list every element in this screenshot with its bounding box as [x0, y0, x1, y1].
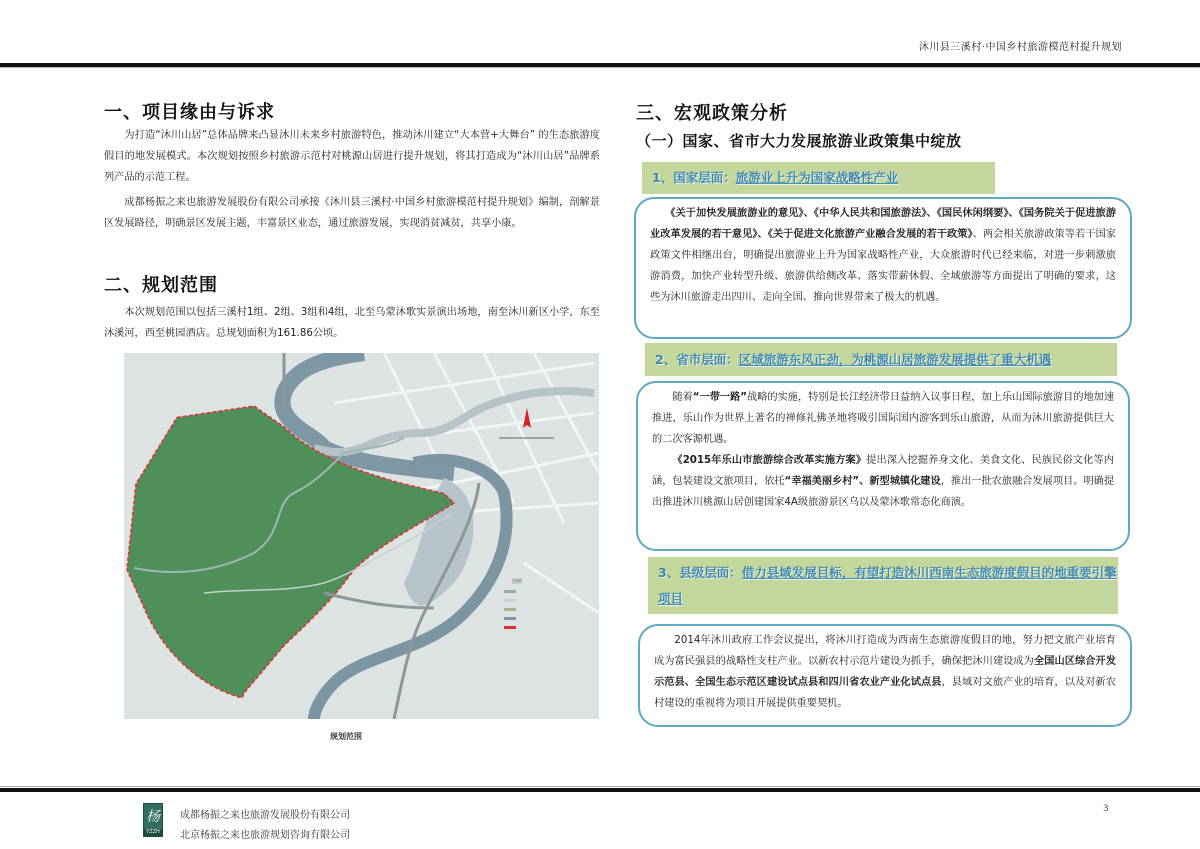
document-header-title: 沐川县三溪村·中国乡村旅游模范村提升规划 — [918, 42, 1122, 53]
national-policy-box — [634, 197, 1132, 339]
belt-road-highlight: “一带一路” — [692, 392, 747, 403]
footer-divider-shadow — [0, 786, 1200, 787]
county-level-prefix: 3、县级层面： — [658, 565, 742, 580]
section-2-heading: 二、规划范围 — [104, 275, 218, 296]
text-span: 战略的实施，特别是长江经济带日益纳入议事日程，加上乐山国际旅游目的地加速推进，乐山作为世界上著名的禅修礼佛圣地将吸引国际国内游客到乐山旅游，从而为沐川旅游提供巨大的二次客源机遇。 — [652, 392, 1115, 445]
footer-company-2: 北京杨振之来也旅游规划咨询有限公司 — [180, 830, 350, 841]
section-1-heading: 一、项目缘由与诉求 — [104, 102, 275, 123]
footer-company-1: 成都杨振之来也旅游发展股份有限公司 — [180, 810, 350, 821]
national-level-banner — [642, 162, 995, 194]
provincial-paragraph-2 — [652, 450, 1114, 513]
leshan-plan-title: 《2015年乐山市旅游综合改革实施方案》 — [672, 455, 867, 466]
section-1-paragraph-1: 为打造“沐川山居”总体品牌来凸显沐川未来乡村旅游特色，推动沐川建立“大本营+大舞台” 的生态旅游度假目的地发展模式。本次规划按照乡村旅游示范村对桃源山居进行提升规划，将其打造成为“沐川山居”品牌系列产品的示范工程。 — [104, 130, 600, 183]
section-3-subheading: （一）国家、省市大力发展旅游业政策集中绽放 — [636, 132, 962, 150]
text-span: ，县域对文旅产业的培育，以及对新农村建设的重视将为项目开展提供重要契机。 — [654, 677, 1116, 709]
text-span: ，推出一批农旅融合发展项目。明确提出推进沐川桃源山居创建国家4A级旅游景区乌以及蒙沐歌常态化商演。 — [652, 476, 1115, 508]
provincial-level-title: 区域旅游东风正劲，为桃源山居旅游发展提供了重大机遇 — [738, 352, 1052, 367]
text-span: 随着 — [672, 392, 693, 403]
section-1-paragraph-2: 成都杨振之来也旅游发展股份有限公司承接《沐川县三溪村·中国乡村旅游模范村提升规划》编制，剖解景区发展路径，明确景区发展主题，丰富景区业态，通过旅游发展，实现消贫减贫，共享小康。 — [104, 197, 600, 229]
provincial-policy-box — [636, 381, 1130, 551]
footer-divider — [0, 788, 1200, 792]
county-policy-box — [638, 624, 1132, 727]
section-3-heading: 三、宏观政策分析 — [636, 103, 788, 124]
map-caption: 规划范围 — [330, 732, 362, 741]
national-policy-documents: 《关于加快发展旅游业的意见》、《中华人民共和国旅游法》、《国民休闲纲要》、《国务院关于促进旅游业改革发展的若干意见》、《关于促进文化旅游产业融合发展的若干政策》 — [650, 208, 1116, 240]
national-policy-text: 、两会相关旅游政策等若干国家政策文件相继出台，明确提出旅游业上升为国家战略性产业，大众旅游时代已经来临，对进一步刺激旅游消费，加快产业转型升级、旅游供给侧改革、落实带薪休假、全域旅游等方面提出了明确的要求，这些为沐川旅游走出四川、走向全国、推向世界带来了极大的机遇。 — [650, 229, 1116, 303]
county-level-banner — [648, 557, 1118, 614]
county-highlight: 全国山区综合开发示范县、全国生态示范区建设试点县和四川省农业产业化试点县 — [654, 656, 1117, 688]
planning-scope-map — [124, 353, 599, 719]
header-divider-shadow — [0, 67, 1200, 68]
provincial-level-prefix: 2、省市层面： — [655, 352, 739, 367]
provincial-level-banner — [645, 343, 1117, 376]
svg-text:图例: 图例 — [512, 579, 523, 585]
page-number: 3 — [1103, 804, 1109, 814]
section-2-paragraph: 本次规划范围以包括三溪村1组、2组、3组和4组，北至乌蒙沐歌实景演出场地，南至沐川新区小学，东至沐溪河，西至桃园酒店。总规划面积为161.86公顷。 — [104, 307, 600, 339]
national-level-title: 旅游业上升为国家战略性产业 — [735, 170, 899, 185]
company-logo-icon — [143, 803, 163, 837]
logo-glyph: 杨 — [146, 809, 160, 825]
text-span: 提出深入挖掘养身文化、美食文化、民族民俗文化等内涵，包装建设文旅项目，依托 — [652, 455, 1114, 487]
logo-band: YZZH — [144, 829, 162, 836]
provincial-paragraph-1 — [652, 387, 1114, 450]
rural-highlight: “幸福美丽乡村”、新型城镇化建设 — [784, 476, 941, 487]
text-span: 2014年沐川政府工作会议提出，将沐川打造成为西南生态旅游度假目的地，努力把文旅产业培育成为富民强县的战略性支柱产业。以新农村示范片建设为抓手，确保把沐川建设成为 — [654, 635, 1116, 667]
county-paragraph — [654, 630, 1116, 714]
national-level-prefix: 1、国家层面： — [652, 170, 736, 185]
county-level-title: 借力县域发展目标，有望打造沐川西南生态旅游度假目的地重要引擎项目 — [658, 565, 1117, 606]
